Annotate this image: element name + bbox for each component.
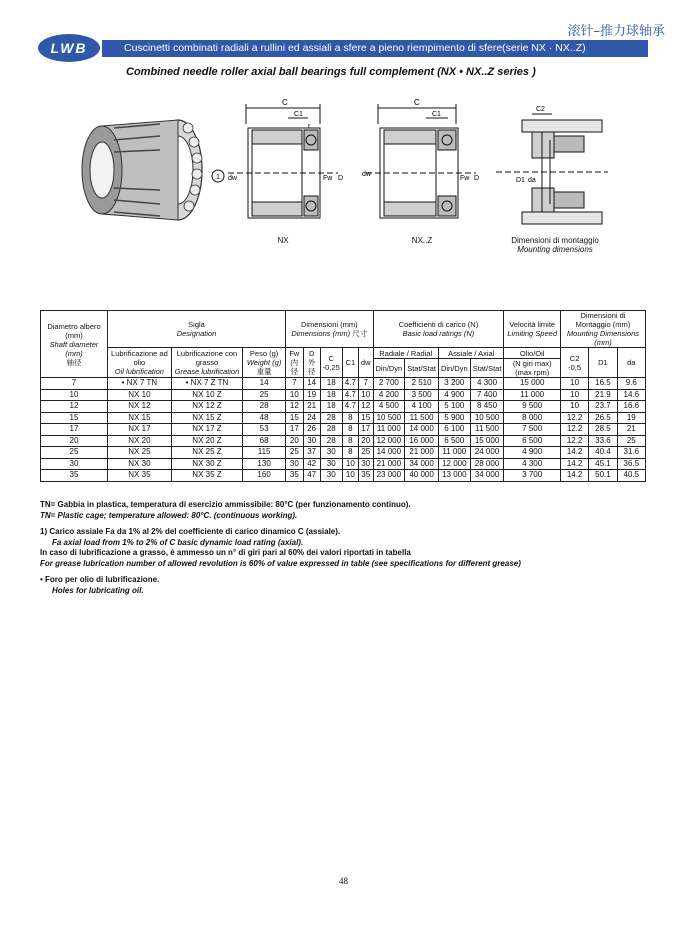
cell-as: 4 300 [470, 378, 504, 390]
header-axial: Assiale / Axial [438, 348, 503, 359]
cell-as: 11 500 [470, 424, 504, 436]
header-dw: dw [358, 348, 373, 378]
cell-c1: 8 [342, 435, 358, 447]
cell-c: 28 [320, 412, 342, 424]
header-radial-dyn: Din/Dyn [373, 359, 405, 378]
cell-d1: 45.1 [589, 458, 617, 470]
cell-fw: 30 [286, 458, 304, 470]
cell-c1: 4.7 [342, 378, 358, 390]
cell-shaft: 12 [41, 401, 108, 413]
cell-c1: 8 [342, 424, 358, 436]
cell-c2: 14.2 [560, 458, 588, 470]
cell-speed: 15 000 [504, 378, 561, 390]
cell-grease: NX 17 Z [171, 424, 242, 436]
cell-speed: 8 000 [504, 412, 561, 424]
header-sigla: Sigla Designation [108, 311, 286, 348]
cell-dw: 15 [358, 412, 373, 424]
cell-d1: 50.1 [589, 470, 617, 482]
cell-fw: 25 [286, 447, 304, 459]
cell-ad: 3 200 [438, 378, 470, 390]
spec-table [40, 310, 646, 482]
cell-as: 10 500 [470, 412, 504, 424]
table-row [41, 412, 646, 424]
cell-speed: 4 900 [504, 447, 561, 459]
dim-c1-label-z: C1 [432, 111, 441, 118]
cell-da: 36.5 [617, 458, 645, 470]
cell-oil: NX 35 [108, 470, 172, 482]
cell-fw: 17 [286, 424, 304, 436]
bearing-photo [78, 108, 208, 228]
cell-da: 31.6 [617, 447, 645, 459]
cell-rs: 40 000 [405, 470, 439, 482]
dim-c-label-z: C [414, 98, 420, 107]
cell-c1: 10 [342, 458, 358, 470]
cell-weight: 53 [243, 424, 286, 436]
cell-d: 42 [303, 458, 320, 470]
nx-section-drawing [208, 96, 348, 236]
dim-c1-label: C1 [294, 111, 303, 118]
cell-speed: 7 500 [504, 424, 561, 436]
nxz-caption: NX..Z [411, 236, 433, 245]
cell-ad: 12 000 [438, 458, 470, 470]
cell-d1: 26.5 [589, 412, 617, 424]
table-row [41, 389, 646, 401]
table-row [41, 447, 646, 459]
table-row [41, 401, 646, 413]
cell-d: 21 [303, 401, 320, 413]
cell-oil: NX 15 [108, 412, 172, 424]
cell-d: 47 [303, 470, 320, 482]
cell-as: 15 000 [470, 435, 504, 447]
cell-c1: 4.7 [342, 401, 358, 413]
cell-grease: NX 30 Z [171, 458, 242, 470]
header-load-ratings: Coefficienti di carico (N) Basic load ratings (N) [373, 311, 504, 348]
cell-weight: 48 [243, 412, 286, 424]
cell-fw: 15 [286, 412, 304, 424]
cell-rd: 11 000 [373, 424, 405, 436]
dim-r-label: r [308, 123, 311, 130]
dim-c2-label: C2 [536, 106, 545, 113]
cell-ad: 5 100 [438, 401, 470, 413]
cell-grease: NX 15 Z [171, 412, 242, 424]
table-row [41, 470, 646, 482]
cell-speed: 4 300 [504, 458, 561, 470]
note-tn-en: TN= Plastic cage; temperature allowed: 80°C. (continuous working). [40, 510, 298, 520]
cell-c: 30 [320, 470, 342, 482]
cell-da: 25 [617, 435, 645, 447]
table-row [41, 435, 646, 447]
header-d1: D1 [589, 348, 617, 378]
cell-d: 14 [303, 378, 320, 390]
title-banner: Cuscinetti combinati radiali a rullini ed assiali a sfere a pieno riempimento di sfere(serie NX · NX..Z) [102, 40, 648, 57]
note-1-en: Fa axial load from 1% to 2% of C basic dynamic load rating (axial). [52, 537, 304, 547]
cell-speed: 9 500 [504, 401, 561, 413]
cell-grease: NX 20 Z [171, 435, 242, 447]
mounting-drawing [492, 100, 612, 236]
table-row [41, 458, 646, 470]
header-radial-stat: Stat/Stat [405, 359, 439, 378]
cell-c1: 8 [342, 447, 358, 459]
mounting-caption-en: Mounting dimensions [517, 245, 593, 254]
cell-oil: NX 30 [108, 458, 172, 470]
cell-rd: 4 200 [373, 389, 405, 401]
header-diameter: Diametro albero (mm) Shaft diameter (mm) 轴径 [41, 311, 108, 378]
cell-d1: 40.4 [589, 447, 617, 459]
cell-shaft: 30 [41, 458, 108, 470]
cell-ad: 11 000 [438, 447, 470, 459]
dim-fw-label-z: Fw [460, 175, 470, 182]
header-grease: Lubrificazione con grasso Grease lubrification [171, 348, 242, 378]
cell-rd: 10 500 [373, 412, 405, 424]
cell-c2: 10 [560, 401, 588, 413]
header-mounting: Dimensioni di Montaggio (mm) Mounting Dimensions (mm) [560, 311, 645, 348]
header-oil: Lubrificazione ad olio Oil lubrification [108, 348, 172, 378]
cell-speed: 3 700 [504, 470, 561, 482]
cell-ad: 6 100 [438, 424, 470, 436]
cell-weight: 130 [243, 458, 286, 470]
cell-ad: 5 900 [438, 412, 470, 424]
cell-oil: NX 25 [108, 447, 172, 459]
cell-grease: NX 35 Z [171, 470, 242, 482]
cell-da: 16.6 [617, 401, 645, 413]
dim-c-label: C [282, 98, 288, 107]
cell-da: 40.5 [617, 470, 645, 482]
header-c: C -0,25 [320, 348, 342, 378]
cell-as: 8 450 [470, 401, 504, 413]
cell-weight: 115 [243, 447, 286, 459]
cell-d: 19 [303, 389, 320, 401]
cell-da: 9.6 [617, 378, 645, 390]
cell-da: 19 [617, 412, 645, 424]
cell-c: 18 [320, 389, 342, 401]
cell-grease: NX 25 Z [171, 447, 242, 459]
note-hole-it: • Foro per olio di lubrificazione. [40, 575, 160, 584]
cell-weight: 160 [243, 470, 286, 482]
cell-c: 18 [320, 378, 342, 390]
cell-rd: 23 000 [373, 470, 405, 482]
cell-rd: 21 000 [373, 458, 405, 470]
cell-d1: 33.6 [589, 435, 617, 447]
cell-rd: 4 500 [373, 401, 405, 413]
cell-oil: NX 10 [108, 389, 172, 401]
dim-d-label: D [338, 175, 344, 182]
cell-rs: 11 500 [405, 412, 439, 424]
cell-weight: 25 [243, 389, 286, 401]
cell-c2: 10 [560, 389, 588, 401]
cell-c2: 12.2 [560, 424, 588, 436]
cell-fw: 12 [286, 401, 304, 413]
note-grease-en: For grease lubrication number of allowed revolution is 60% of value expressed in table (see specifications for different grease) [40, 558, 521, 568]
header-fw: Fw 内径 [286, 348, 304, 378]
cell-rd: 14 000 [373, 447, 405, 459]
dim-da-label: da [528, 177, 536, 184]
cell-d: 24 [303, 412, 320, 424]
cell-shaft: 35 [41, 470, 108, 482]
cell-d: 30 [303, 435, 320, 447]
notes-block [40, 500, 521, 596]
cell-c2: 10 [560, 378, 588, 390]
cell-rs: 34 000 [405, 458, 439, 470]
mounting-caption-it: Dimensioni di montaggio [511, 236, 599, 245]
header-axial-stat: Stat/Stat [470, 359, 504, 378]
cell-shaft: 20 [41, 435, 108, 447]
table-row [41, 378, 646, 390]
note-tn-it: TN= Gabbia in plastica, temperatura di esercizio ammissibile: 80°C (per funzionamento continuo). [40, 500, 411, 509]
cell-grease: NX 12 Z [171, 401, 242, 413]
cell-ad: 4 900 [438, 389, 470, 401]
cell-dw: 25 [358, 447, 373, 459]
cell-shaft: 7 [41, 378, 108, 390]
chinese-title: 滚针–推力球轴承 [567, 24, 665, 39]
cell-as: 7 400 [470, 389, 504, 401]
cell-shaft: 25 [41, 447, 108, 459]
cell-c1: 10 [342, 470, 358, 482]
header-d: D 外径 [303, 348, 320, 378]
note-1-it: 1) Carico assiale Fa da 1% al 2% del coefficiente di carico dinamico C (assiale). [40, 527, 341, 536]
cell-dw: 20 [358, 435, 373, 447]
header-dimensions: Dimensioni (mm) Dimensions (mm) 尺寸 [286, 311, 373, 348]
header-c1: C1 [342, 348, 358, 378]
cell-d1: 21.9 [589, 389, 617, 401]
cell-oil: NX 20 [108, 435, 172, 447]
cell-dw: 35 [358, 470, 373, 482]
subtitle: Combined needle roller axial ball bearings full complement (NX • NX..Z series ) [126, 66, 536, 78]
cell-oil: NX 17 [108, 424, 172, 436]
cell-grease: • NX 7 Z TN [171, 378, 242, 390]
cell-c: 28 [320, 435, 342, 447]
cell-fw: 20 [286, 435, 304, 447]
cell-c2: 12.2 [560, 412, 588, 424]
mounting-caption [496, 236, 614, 254]
dim-d-label-z: D [474, 175, 480, 182]
cell-rd: 12 000 [373, 435, 405, 447]
cell-speed: 6 500 [504, 435, 561, 447]
header-speed: Velocità limite Limiting Speed [504, 311, 561, 348]
cell-rs: 21 000 [405, 447, 439, 459]
cell-dw: 17 [358, 424, 373, 436]
cell-as: 28 000 [470, 458, 504, 470]
cell-c1: 4.7 [342, 389, 358, 401]
dim-dw-label: dw [228, 175, 237, 182]
header-oil-speed: Olio/Oil [504, 348, 561, 359]
dim-d1-label: D1 [516, 177, 525, 184]
cell-dw: 10 [358, 389, 373, 401]
cell-d: 37 [303, 447, 320, 459]
cell-rs: 3 500 [405, 389, 439, 401]
cell-rs: 16 000 [405, 435, 439, 447]
nxz-section-drawing [356, 96, 486, 236]
cell-shaft: 17 [41, 424, 108, 436]
cell-d1: 16.5 [589, 378, 617, 390]
cell-weight: 68 [243, 435, 286, 447]
cell-da: 14.6 [617, 389, 645, 401]
cell-c2: 12.2 [560, 435, 588, 447]
cell-shaft: 10 [41, 389, 108, 401]
note-grease-it: In caso di lubrificazione a grasso, è ammesso un n° di giri pari al 60% dei valori riportati in tabella [40, 548, 411, 557]
cell-c2: 14.2 [560, 447, 588, 459]
page-number: 48 [339, 876, 348, 886]
dim-fw-label: Fw [323, 175, 333, 182]
cell-grease: NX 10 Z [171, 389, 242, 401]
header-rpm: (N giri max) (max rpm) [504, 359, 561, 378]
cell-as: 24 000 [470, 447, 504, 459]
cell-ad: 13 000 [438, 470, 470, 482]
cell-rs: 4 100 [405, 401, 439, 413]
cell-d: 26 [303, 424, 320, 436]
note-hole-en: Holes for lubricating oil. [52, 585, 144, 595]
cell-rs: 2 510 [405, 378, 439, 390]
cell-as: 34 000 [470, 470, 504, 482]
circle-1-label: 1 [216, 174, 220, 181]
cell-ad: 6 500 [438, 435, 470, 447]
cell-speed: 11 000 [504, 389, 561, 401]
cell-dw: 7 [358, 378, 373, 390]
cell-rd: 2 700 [373, 378, 405, 390]
header-c2: C2 -0,5 [560, 348, 588, 378]
cell-c: 28 [320, 424, 342, 436]
table-row [41, 424, 646, 436]
cell-c: 30 [320, 447, 342, 459]
cell-shaft: 15 [41, 412, 108, 424]
nx-caption: NX [277, 236, 289, 245]
cell-weight: 28 [243, 401, 286, 413]
cell-dw: 30 [358, 458, 373, 470]
cell-oil: NX 12 [108, 401, 172, 413]
cell-c: 18 [320, 401, 342, 413]
cell-d1: 23.7 [589, 401, 617, 413]
cell-d1: 28.5 [589, 424, 617, 436]
cell-rs: 14 000 [405, 424, 439, 436]
cell-oil: • NX 7 TN [108, 378, 172, 390]
cell-fw: 10 [286, 389, 304, 401]
header-radial: Radiale / Radial [373, 348, 438, 359]
cell-da: 21 [617, 424, 645, 436]
cell-weight: 14 [243, 378, 286, 390]
lwb-logo: LWB [38, 34, 100, 62]
cell-dw: 12 [358, 401, 373, 413]
header-da: da [617, 348, 645, 378]
dim-dw-label-z: dw [362, 171, 371, 178]
cell-c1: 8 [342, 412, 358, 424]
cell-c: 30 [320, 458, 342, 470]
cell-c2: 14.2 [560, 470, 588, 482]
header-axial-dyn: Din/Dyn [438, 359, 470, 378]
header-weight: Peso (g) Weight (g) 重量 [243, 348, 286, 378]
cell-fw: 7 [286, 378, 304, 390]
cell-fw: 35 [286, 470, 304, 482]
